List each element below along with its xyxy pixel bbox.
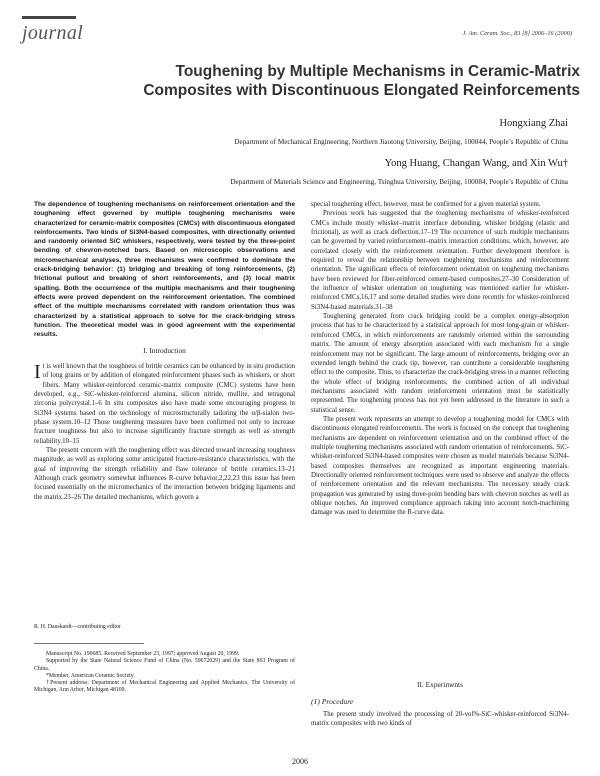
abstract: The dependence of toughening mechanisms on reinforcement orientation and the toughening effect governed by multiple toughening mechanisms were characterized for ceramic-matrix composites (CMCs) with discontinuous elongated reinforcements. Two kinds of Si3N4-based composites, with directionally oriented and randomly oriented SiC whiskers, respectively, were tested by the three-point bending of chevron-notched bars. Based on microscopic observations and micromechanical analyses, three mechanisms were confirmed to dominate the crack-bridging behavior: (1) bridging and breaking of long reinforcements, (2) frictional pullout and breaking of short reinforcements, and (3) local matrix spalling. Both the occurrence of the multiple mechanisms and their toughening effects were proved dependent on the reinforcement orientation. The combined effect of the multiple mechanisms correlated with random orientation thus was characterized by a statistical approach to solve for the crack-bridging stress function. The theoretical model was in good agreement with the experimental results. [34, 201, 295, 339]
subsection-heading-procedure: (1) Procedure [311, 697, 354, 706]
author-group-1: Hongxiang Zhai [499, 118, 568, 129]
procedure-body [311, 710, 569, 729]
right-paragraph-1: Previous work has suggested that the toughening mechanisms of whisker-reinforced CMCs include mostly whisker–matrix interface debonding, whisker bridging (elastic and frictional), as well as crack deflection.17–19 The occurrence of such multiple mechanisms can be governed by varied reinforcement–matrix interaction conditions, which, however, are correlated closely with the reinforcement orientation. Further development therefore is required to reveal the relationship between toughening mechanisms and reinforcement orientation. The significant effects of reinforcement orientation on toughening mechanisms have been reviewed for fiber-reinforced cement-based composites.27–30 Consideration of the influence of whisker orientation on toughening was mentioned earlier for whisker-reinforced CMCs,16,17 and some detailed studies were done recently for whisker-reinforced Si3N4-based materials.31–38 [311, 210, 569, 311]
intro-paragraph-1 [34, 362, 295, 446]
intro-paragraph-1-text: t is well known that the toughness of brittle ceramics can be enhanced by in situ production of long grains or by addition of elongated reinforcement phases such as whiskers, or short fibers. Many whisker-reinforced ceramic-matrix composite (CMC) systems have been developed, e.g., SiC-whisker-reinforced alumina, silicon nitride, mullite, and tetragonal zirconia polycrystal.1–6 In situ composites also have made some encouraging progress in Si3N4 systems based on the technology of microstructurally tailoring the α/β-sialon two-phase system.10–12 Those toughening measures have been confirmed not only to increase fracture toughness but also to increase significantly fracture strength as well as strength reliability.10–15 [34, 363, 295, 445]
author-group-2: Yong Huang, Changan Wang, and Xin Wu† [384, 158, 568, 169]
section-heading-experiments: II. Experiments [417, 680, 463, 689]
affiliation-1: Department of Mechanical Engineering, Northern Jiaotong University, Beijing, 100044, People’s Republic of China [234, 138, 568, 146]
section-heading-introduction: I. Introduction [143, 346, 186, 355]
right-paragraph-2: Toughening generated from crack bridging could be a complex energy-absorption process that has to be characterized by a statistical approach for most long-grain or whisker-reinforced CMCs, in which reinforcements are randomly oriented within the surrounding matrix. The amount of energy absorption associated with each mechanism for a single reinforcement may not be significant. The large amount of reinforcements, bridging over an extended length behind the crack tip, however, can contribute a considerable toughening effect to the composite. Thus, to characterize the crack-bridging stress in a manner reflecting the whole effect of bridging reinforcements, the combined action of all individual mechanisms associated with random reinforcement orientation must be statistically represented. The toughening process has not yet been addressed in the literature in such a statistical sense. [311, 313, 569, 414]
paper-title [70, 62, 580, 100]
logo-rule [22, 16, 76, 19]
title-line-2: Composites with Discontinuous Elongated Reinforcements [143, 82, 580, 99]
footnote-member: *Member, American Ceramic Society. [46, 672, 135, 679]
journal-logo-text: journal [22, 22, 83, 44]
footnote-rule [34, 643, 144, 644]
right-paragraph-3: The present work represents an attempt to develop a toughening model for CMCs with discontinuous elongated reinforcements. The work is focused on the concept that toughening mechanisms are dependent on reinforcement orientation and on the combined effect of the multiple toughening mechanisms associated with random orientation of reinforcements. SiC-whisker-reinforced Si3N4-based composites were chosen as model materials because Si3N4-based composites themselves are recognized as important engineering materials. Directionally oriented reinforcement techniques were used to observe and analyze the effects of reinforcement orientation and the relevant mechanisms. The necessary steady crack propagation was generated by using three-point bending bars with chevron notches as well as oblique notches. An improved compliance approach taking into account notch-machining damage was used to determine the R-curve data. [311, 415, 569, 517]
contributing-editor-note: R. H. Dauskardt—contributing editor [34, 624, 121, 630]
footnote-present-address: †Present address: Department of Mechanical Engineering and Applied Mechanics, The University of Michigan, Ann Arbor, Michigan 48109. [34, 680, 295, 694]
page-number: 2006 [292, 757, 308, 766]
drop-cap: I [34, 361, 41, 383]
right-column-body [311, 200, 569, 518]
right-paragraph-0: special toughening effect, however, must be confirmed for a given material system. [311, 201, 541, 208]
intro-body [34, 362, 295, 502]
intro-paragraph-2: The present concern with the toughening effect was directed toward increasing toughness magnitude, as well as exploring some anticipated fracture-resistance characteristics, with the goal of improving the strength reliability and flaw tolerance of brittle ceramics.13–21 Although crack geometry somewhat influences R-curve behavior,2,22,23 this issue has been focused essentially on the micromechanics of the interaction between bridging ligaments and the matrix.23–26 The detailed mechanisms, which govern a [34, 447, 295, 501]
procedure-paragraph-1: The present study involved the processing of 20-vol%-SiC-whisker-reinforced Si3N4-matrix composites with two kinds of [311, 711, 569, 728]
footnote-manuscript: Manuscript No. 190685. Received September 23, 1997; approved August 20, 1999. [46, 651, 240, 657]
journal-citation: J. Am. Ceram. Soc., 83 [8] 2006–16 (2000) [462, 30, 572, 37]
journal-logo [22, 12, 83, 46]
footnote-support: Supported by the State Natural Science Fund of China (No. 59672029) and the State 863 Program of China. [34, 658, 295, 672]
footnotes [34, 651, 295, 695]
title-line-1: Toughening by Multiple Mechanisms in Ceramic-Matrix [175, 63, 580, 80]
affiliation-2: Department of Materials Science and Engineering, Tsinghua University, Beijing, 100084, People’s Republic of China [230, 178, 568, 186]
